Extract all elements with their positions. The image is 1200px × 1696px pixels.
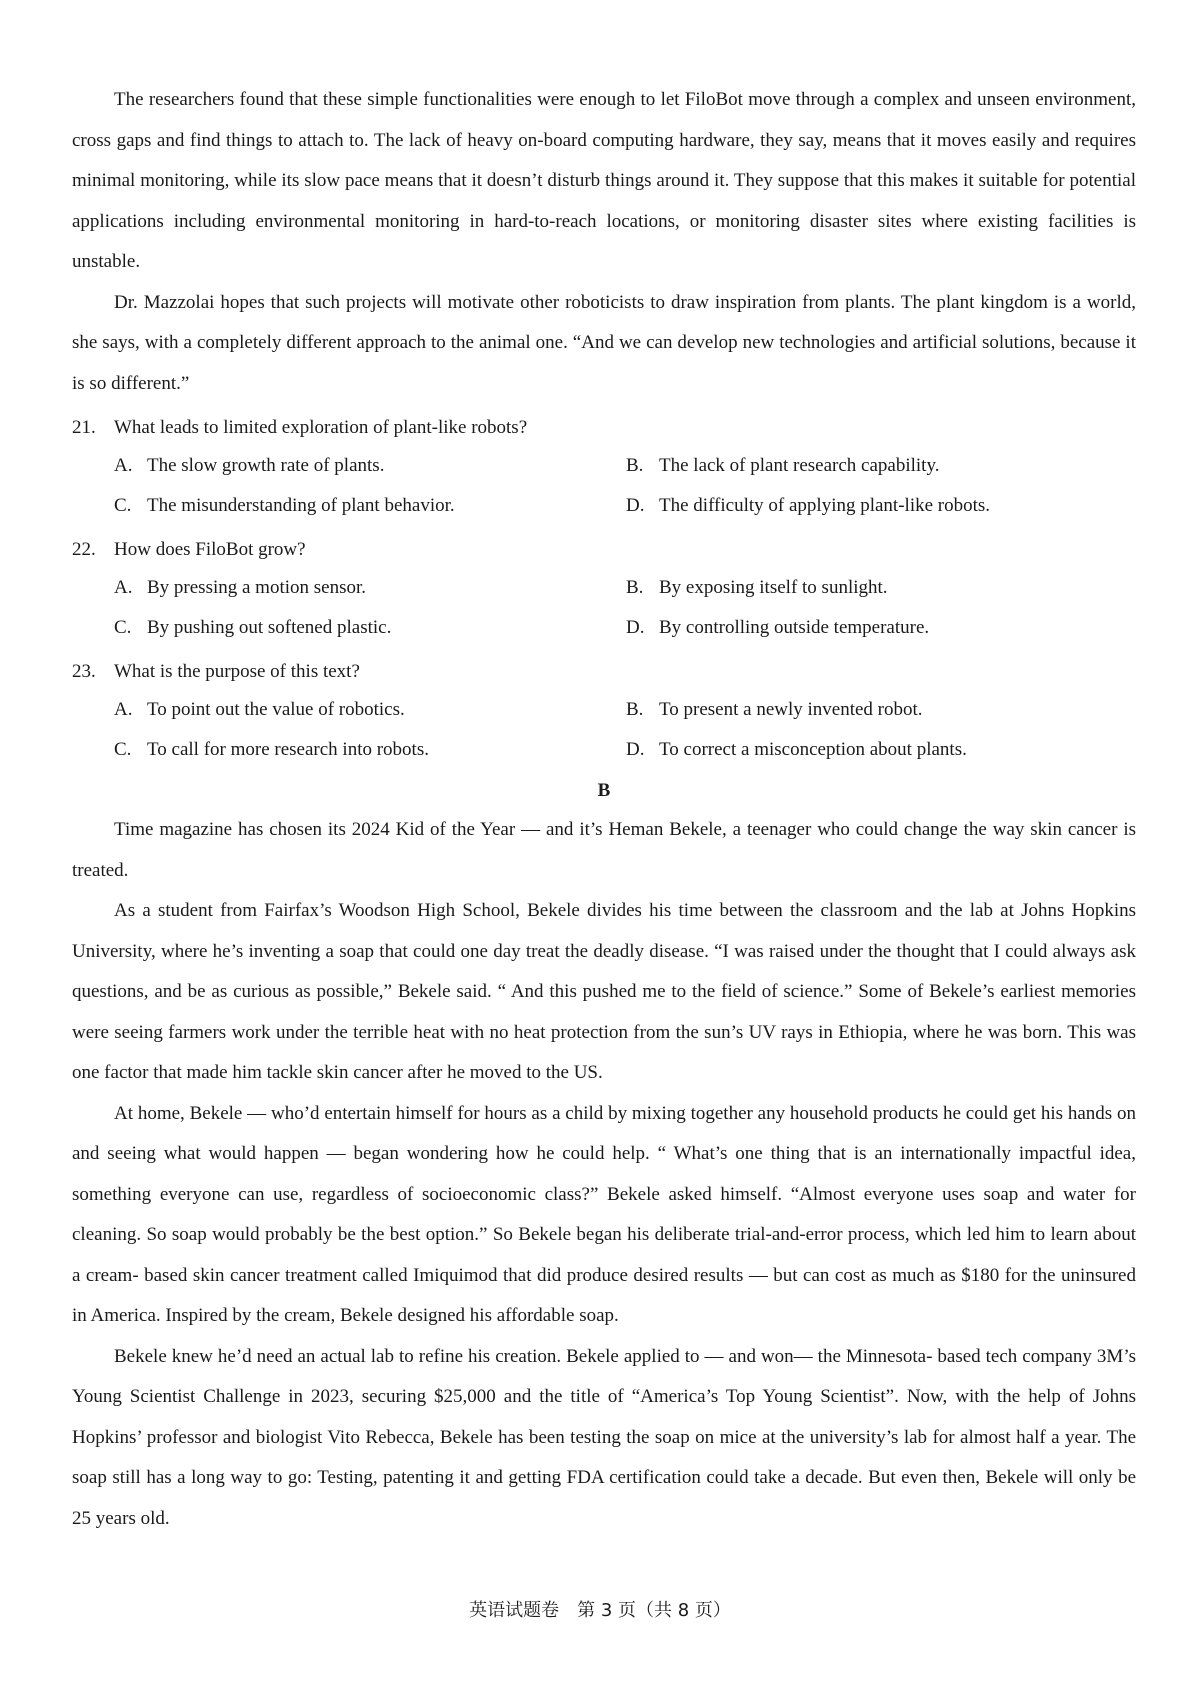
option-text: The difficulty of applying plant-like robots. bbox=[659, 495, 991, 516]
option-letter: D. bbox=[626, 739, 645, 760]
option-text: By exposing itself to sunlight. bbox=[659, 577, 888, 598]
question-stem bbox=[72, 654, 1136, 690]
option-letter: C. bbox=[114, 739, 132, 760]
passage-paragraph: Dr. Mazzolai hopes that such projects will motivate other roboticists to draw inspiration from plants. The plant kingdom is a world, she says, with a completely different approach to the animal one. “And we can develop new technologies and artificial solutions, because it is so different.” bbox=[72, 291, 1136, 394]
question-23 bbox=[72, 654, 1136, 770]
option-text: To call for more research into robots. bbox=[147, 739, 429, 760]
question-number: 22. bbox=[72, 539, 96, 560]
passage-paragraph: The researchers found that these simple functionalities were enough to let FiloBot move through a complex and unseen environment, cross gaps and find things to attach to. The lack of heavy on-board computing hardware, they say, means that it moves easily and requires minimal monitoring, while its slow pace means that it doesn’t disturb things around it. They suppose that this makes it suitable for potential applications including environmental monitoring in hard-to-reach locations, or monitoring disaster sites where existing facilities is unstable. bbox=[72, 89, 1136, 272]
option-b bbox=[626, 568, 1136, 608]
option-letter: B. bbox=[626, 699, 644, 720]
option-letter: A. bbox=[114, 577, 133, 598]
option-text: To correct a misconception about plants. bbox=[659, 739, 967, 760]
option-text: The misunderstanding of plant behavior. bbox=[147, 495, 455, 516]
option-text: By controlling outside temperature. bbox=[659, 617, 930, 638]
passage-paragraph: At home, Bekele — who’d entertain himself for hours as a child by mixing together any household products he could get his hands on and seeing what would happen — began wondering how he could help. “ What’s one thing that is an internationally impactful idea, something everyone can use, regardless of socioeconomic class?” Bekele asked himself. “Almost everyone uses soap and water for cleaning. So soap would probably be the best option.” So Bekele began his deliberate trial-and-error process, which led him to learn about a cream- based skin cancer treatment called Imiquimod that did produce desired results — but can cost as much as $180 for the uninsured in America. Inspired by the cream, Bekele designed his affordable soap. bbox=[72, 1102, 1136, 1326]
section-title: B bbox=[597, 780, 611, 801]
option-d bbox=[626, 486, 1136, 526]
passage-paragraph: Bekele knew he’d need an actual lab to refine his creation. Bekele applied to — and won— the Minnesota- based tech company 3M’s Young Scientist Challenge in 2023, securing $25,000 and the title of “America’s Top Young Scientist”. Now, with the help of Johns Hopkins’ professor and biologist Vito Rebecca, Bekele has been testing the soap on mice at the university’s lab for almost half a year. The soap still has a long way to go: Testing, patenting it and getting FDA certification could take a decade. But even then, Bekele will only be 25 years old. bbox=[72, 1345, 1136, 1529]
option-text: To present a newly invented robot. bbox=[659, 699, 923, 720]
option-letter: C. bbox=[114, 617, 132, 638]
answer-options bbox=[72, 446, 1136, 526]
question-number: 23. bbox=[72, 661, 96, 682]
option-c bbox=[114, 608, 626, 648]
option-letter: A. bbox=[114, 699, 133, 720]
exam-page bbox=[72, 80, 1136, 1539]
question-stem bbox=[72, 532, 1136, 568]
option-letter: D. bbox=[626, 495, 645, 516]
option-text: By pressing a motion sensor. bbox=[147, 577, 367, 598]
page-footer: 英语试题卷 第 3 页（共 8 页） bbox=[469, 1600, 731, 1621]
option-text: By pushing out softened plastic. bbox=[147, 617, 392, 638]
option-a bbox=[114, 568, 626, 608]
answer-options bbox=[72, 690, 1136, 770]
option-letter: A. bbox=[114, 455, 133, 476]
question-22 bbox=[72, 532, 1136, 648]
option-a bbox=[114, 690, 626, 730]
option-letter: D. bbox=[626, 617, 645, 638]
option-text: The lack of plant research capability. bbox=[659, 455, 940, 476]
option-c bbox=[114, 486, 626, 526]
option-d bbox=[626, 608, 1136, 648]
question-number: 21. bbox=[72, 417, 96, 438]
passage-paragraph: Time magazine has chosen its 2024 Kid of the Year — and it’s Heman Bekele, a teenager who could change the way skin cancer is treated. bbox=[72, 819, 1136, 881]
option-letter: B. bbox=[626, 455, 644, 476]
option-c bbox=[114, 730, 626, 770]
question-text: What is the purpose of this text? bbox=[114, 661, 360, 682]
option-a bbox=[114, 446, 626, 486]
question-stem bbox=[72, 410, 1136, 446]
option-text: The slow growth rate of plants. bbox=[147, 455, 385, 476]
option-letter: C. bbox=[114, 495, 132, 516]
option-d bbox=[626, 730, 1136, 770]
option-letter: B. bbox=[626, 577, 644, 598]
passage-paragraph: As a student from Fairfax’s Woodson High School, Bekele divides his time between the classroom and the lab at Johns Hopkins University, where he’s inventing a soap that could one day treat the deadly disease. “I was raised under the thought that I could always ask questions, and be as curious as possible,” Bekele said. “ And this pushed me to the field of science.” Some of Bekele’s earliest memories were seeing farmers work under the terrible heat with no heat protection from the sun’s UV rays in Ethiopia, where he was born. This was one factor that made him tackle skin cancer after he moved to the US. bbox=[72, 900, 1136, 1083]
question-21 bbox=[72, 410, 1136, 526]
answer-options bbox=[72, 568, 1136, 648]
option-b bbox=[626, 690, 1136, 730]
option-b bbox=[626, 446, 1136, 486]
question-text: What leads to limited exploration of plant-like robots? bbox=[114, 417, 528, 438]
question-text: How does FiloBot grow? bbox=[114, 539, 306, 560]
option-text: To point out the value of robotics. bbox=[147, 699, 405, 720]
